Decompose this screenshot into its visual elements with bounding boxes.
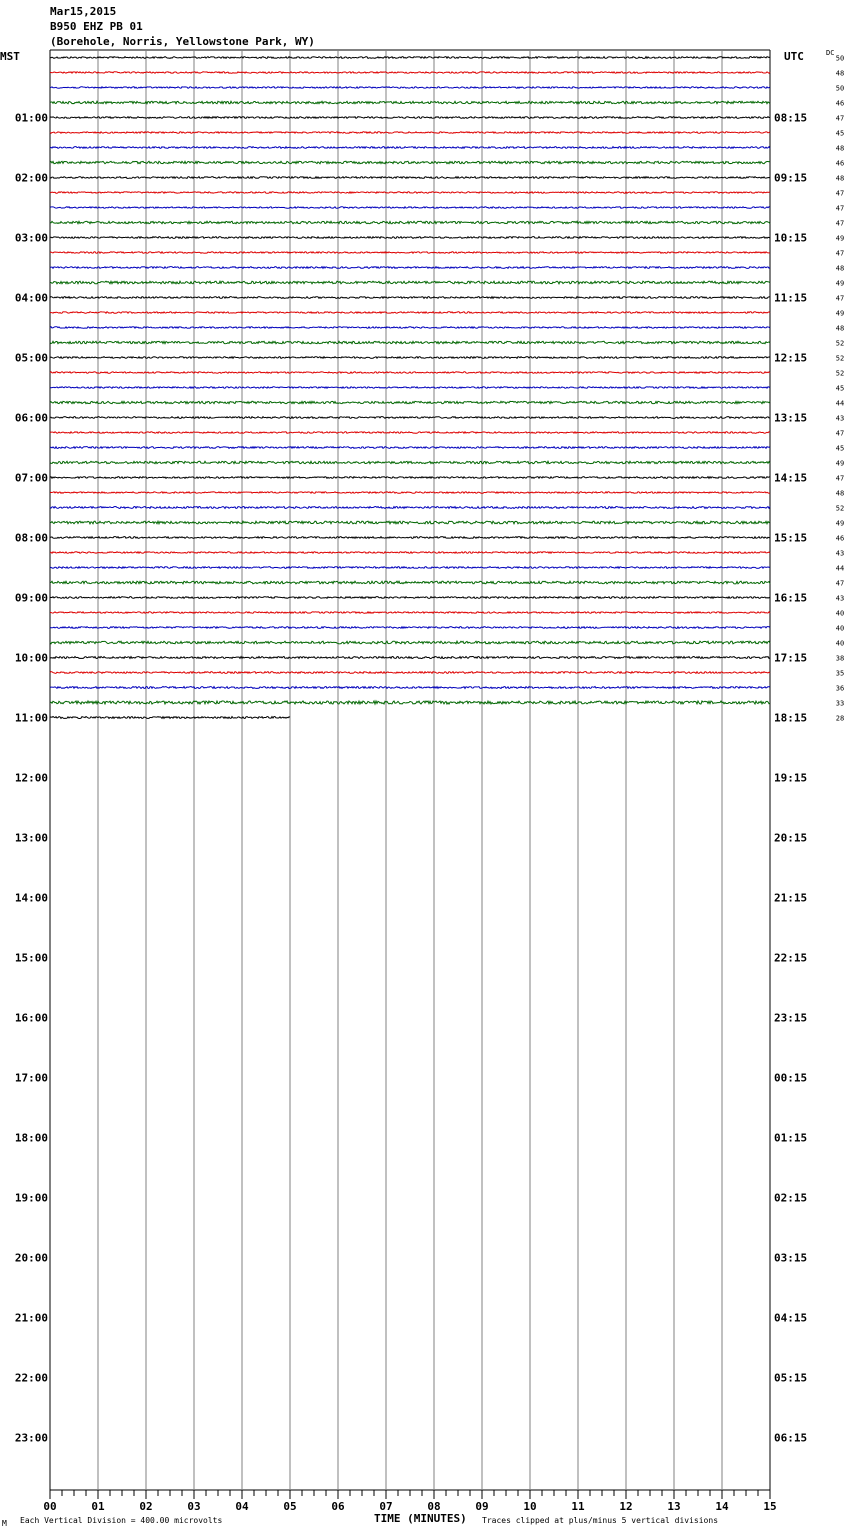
dc-offset-label: 48	[835, 264, 845, 273]
seismic-trace	[50, 101, 770, 103]
seismic-trace	[50, 252, 770, 254]
mst-hour-label: 07:00	[14, 471, 48, 485]
seismic-trace	[50, 477, 770, 479]
mst-hour-label: 20:00	[14, 1251, 48, 1265]
utc-hour-label: 10:15	[774, 231, 808, 245]
dc-offset-label: 52	[835, 369, 845, 378]
utc-hour-label: 17:15	[774, 651, 808, 665]
x-tick-label: 03	[187, 1500, 201, 1513]
utc-hour-label: 21:15	[774, 891, 808, 905]
dc-offset-label: 48	[835, 324, 845, 333]
x-tick-label: 00	[43, 1500, 57, 1513]
mst-hour-label: 18:00	[14, 1131, 48, 1145]
dc-offset-label: 48	[835, 174, 845, 183]
mst-hour-label: 13:00	[14, 831, 48, 845]
utc-hour-label: 01:15	[774, 1131, 808, 1145]
seismic-trace	[50, 221, 770, 223]
dc-offset-label: 35	[835, 669, 845, 678]
mst-hour-label: 08:00	[14, 531, 48, 545]
dc-offset-label: 47	[835, 579, 845, 588]
seismic-trace	[50, 461, 770, 463]
seismic-trace	[50, 672, 770, 674]
seismic-trace	[50, 701, 770, 704]
dc-offset-label: 28	[835, 714, 845, 723]
seismic-trace	[50, 267, 770, 269]
seismic-trace	[50, 537, 770, 539]
seismic-trace	[50, 57, 770, 59]
dc-offset-label: 49	[835, 309, 845, 318]
seismic-trace	[50, 597, 770, 599]
dc-offset-label: 50	[835, 54, 845, 63]
seismic-trace	[50, 72, 770, 74]
utc-hour-label: 14:15	[774, 471, 808, 485]
dc-offset-label: 47	[835, 429, 845, 438]
mst-hour-label: 17:00	[14, 1071, 48, 1085]
seismic-trace	[50, 297, 770, 299]
station-location: (Borehole, Norris, Yellowstone Park, WY)	[50, 35, 315, 48]
dc-offset-label: 33	[835, 699, 845, 708]
seismic-trace	[50, 147, 770, 149]
seismic-trace	[50, 372, 770, 374]
dc-offset-label: 46	[835, 159, 845, 168]
dc-offset-label: 44	[835, 564, 845, 573]
dc-offset-label: 46	[835, 99, 845, 108]
seismic-trace	[50, 312, 770, 314]
x-tick-label: 09	[475, 1500, 489, 1513]
mst-hour-label: 23:00	[14, 1431, 48, 1445]
seismic-trace	[50, 387, 770, 389]
dc-offset-label: 49	[835, 279, 845, 288]
dc-offset-label: 48	[835, 69, 845, 78]
x-tick-label: 06	[331, 1500, 345, 1513]
mst-hour-label: 03:00	[14, 231, 48, 245]
dc-offset-label: 47	[835, 219, 845, 228]
axis-labels	[15, 55, 844, 1514]
seismic-trace	[50, 87, 770, 89]
dc-offset-label: 47	[835, 294, 845, 303]
x-tick-label: 01	[91, 1500, 105, 1513]
x-tick-label: 15	[763, 1500, 777, 1513]
mst-hour-label: 12:00	[14, 771, 48, 785]
mst-hour-label: 06:00	[14, 411, 48, 425]
dc-offset-label: 45	[835, 444, 845, 453]
mst-hour-label: 09:00	[14, 591, 48, 605]
mst-hour-label: 15:00	[14, 951, 48, 965]
trace-group	[50, 57, 770, 719]
dc-offset-label: 49	[835, 519, 845, 528]
footer-mark: M	[2, 1519, 7, 1528]
dc-offset-label: 40	[835, 624, 845, 633]
seismic-trace	[50, 357, 770, 359]
utc-hour-label: 06:15	[774, 1431, 808, 1445]
seismic-trace	[50, 492, 770, 494]
division-note: Each Vertical Division = 400.00 microvolts	[20, 1516, 223, 1525]
utc-hour-label: 04:15	[774, 1311, 808, 1325]
x-tick-label: 12	[619, 1500, 633, 1513]
utc-hour-label: 00:15	[774, 1071, 808, 1085]
dc-offset-label: 47	[835, 189, 845, 198]
seismic-trace	[50, 612, 770, 614]
dc-offset-label: 52	[835, 339, 845, 348]
dc-offset-label: 49	[835, 459, 845, 468]
dc-label: DC	[826, 49, 835, 57]
x-tick-label: 05	[283, 1500, 297, 1513]
seismic-trace	[50, 507, 770, 509]
seismic-trace	[50, 281, 770, 284]
mst-hour-label: 21:00	[14, 1311, 48, 1325]
mst-hour-label: 04:00	[14, 291, 48, 305]
utc-hour-label: 09:15	[774, 171, 808, 185]
seismic-trace	[50, 117, 770, 119]
seismic-trace	[50, 237, 770, 239]
dc-offset-label: 43	[835, 594, 845, 603]
x-tick-label: 13	[667, 1500, 681, 1513]
seismic-trace	[50, 132, 770, 134]
dc-offset-label: 36	[835, 684, 845, 693]
x-tick-label: 10	[523, 1500, 537, 1513]
mst-hour-label: 22:00	[14, 1371, 48, 1385]
dc-offset-label: 52	[835, 354, 845, 363]
dc-offset-label: 47	[835, 249, 845, 258]
seismic-trace	[50, 567, 770, 569]
utc-hour-label: 08:15	[774, 111, 808, 125]
seismic-trace	[50, 177, 770, 179]
seismic-trace	[50, 207, 770, 209]
seismic-trace	[50, 521, 770, 524]
dc-offset-label: 48	[835, 144, 845, 153]
dc-offset-label: 50	[835, 84, 845, 93]
mst-hour-label: 10:00	[14, 651, 48, 665]
dc-offset-label: 40	[835, 609, 845, 618]
seismic-trace	[50, 641, 770, 644]
dc-offset-label: 47	[835, 204, 845, 213]
dc-offset-label: 47	[835, 474, 845, 483]
mst-hour-label: 11:00	[14, 711, 48, 725]
station-code: B950 EHZ PB 01	[50, 20, 143, 33]
mst-hour-label: 02:00	[14, 171, 48, 185]
x-axis-title: TIME (MINUTES)	[374, 1512, 467, 1525]
utc-label: UTC	[784, 50, 804, 63]
seismic-trace	[50, 432, 770, 434]
dc-offset-label: 43	[835, 549, 845, 558]
dc-offset-label: 44	[835, 399, 845, 408]
utc-hour-label: 05:15	[774, 1371, 808, 1385]
seismic-trace	[50, 657, 770, 659]
seismic-trace	[50, 341, 770, 343]
chart-date: Mar15,2015	[50, 5, 117, 18]
dc-offset-label: 45	[835, 129, 845, 138]
x-tick-label: 07	[379, 1500, 393, 1513]
seismic-trace	[50, 552, 770, 554]
utc-hour-label: 23:15	[774, 1011, 808, 1025]
utc-hour-label: 22:15	[774, 951, 808, 965]
dc-offset-label: 49	[835, 234, 845, 243]
seismic-trace	[50, 192, 770, 194]
seismic-trace	[50, 161, 770, 163]
dc-offset-label: 43	[835, 414, 845, 423]
utc-hour-label: 03:15	[774, 1251, 808, 1265]
x-tick-label: 11	[571, 1500, 585, 1513]
dc-offset-label: 48	[835, 489, 845, 498]
seismic-trace	[50, 447, 770, 449]
x-tick-label: 04	[235, 1500, 249, 1513]
utc-hour-label: 12:15	[774, 351, 808, 365]
utc-hour-label: 11:15	[774, 291, 808, 305]
utc-hour-label: 13:15	[774, 411, 808, 425]
utc-hour-label: 20:15	[774, 831, 808, 845]
dc-offset-label: 47	[835, 114, 845, 123]
utc-hour-label: 19:15	[774, 771, 808, 785]
utc-hour-label: 15:15	[774, 531, 808, 545]
x-tick-label: 02	[139, 1500, 153, 1513]
utc-hour-label: 18:15	[774, 711, 808, 725]
mst-hour-label: 01:00	[14, 111, 48, 125]
dc-offset-label: 52	[835, 504, 845, 513]
dc-offset-label: 38	[835, 654, 845, 663]
mst-hour-label: 19:00	[14, 1191, 48, 1205]
seismic-trace	[50, 581, 770, 584]
x-tick-label: 08	[427, 1500, 441, 1513]
mst-label: MST	[0, 50, 20, 63]
x-tick-label: 14	[715, 1500, 729, 1513]
dc-offset-label: 46	[835, 534, 845, 543]
seismic-trace	[50, 417, 770, 419]
dc-offset-label: 45	[835, 384, 845, 393]
seismic-trace	[50, 627, 770, 629]
seismic-trace	[50, 327, 770, 329]
clip-note: Traces clipped at plus/minus 5 vertical divisions	[482, 1516, 719, 1525]
seismic-trace	[50, 401, 770, 403]
seismic-trace	[50, 717, 290, 719]
mst-hour-label: 14:00	[14, 891, 48, 905]
utc-hour-label: 02:15	[774, 1191, 808, 1205]
dc-offset-label: 40	[835, 639, 845, 648]
mst-hour-label: 16:00	[14, 1011, 48, 1025]
seismic-trace	[50, 687, 770, 689]
mst-hour-label: 05:00	[14, 351, 48, 365]
utc-hour-label: 16:15	[774, 591, 808, 605]
